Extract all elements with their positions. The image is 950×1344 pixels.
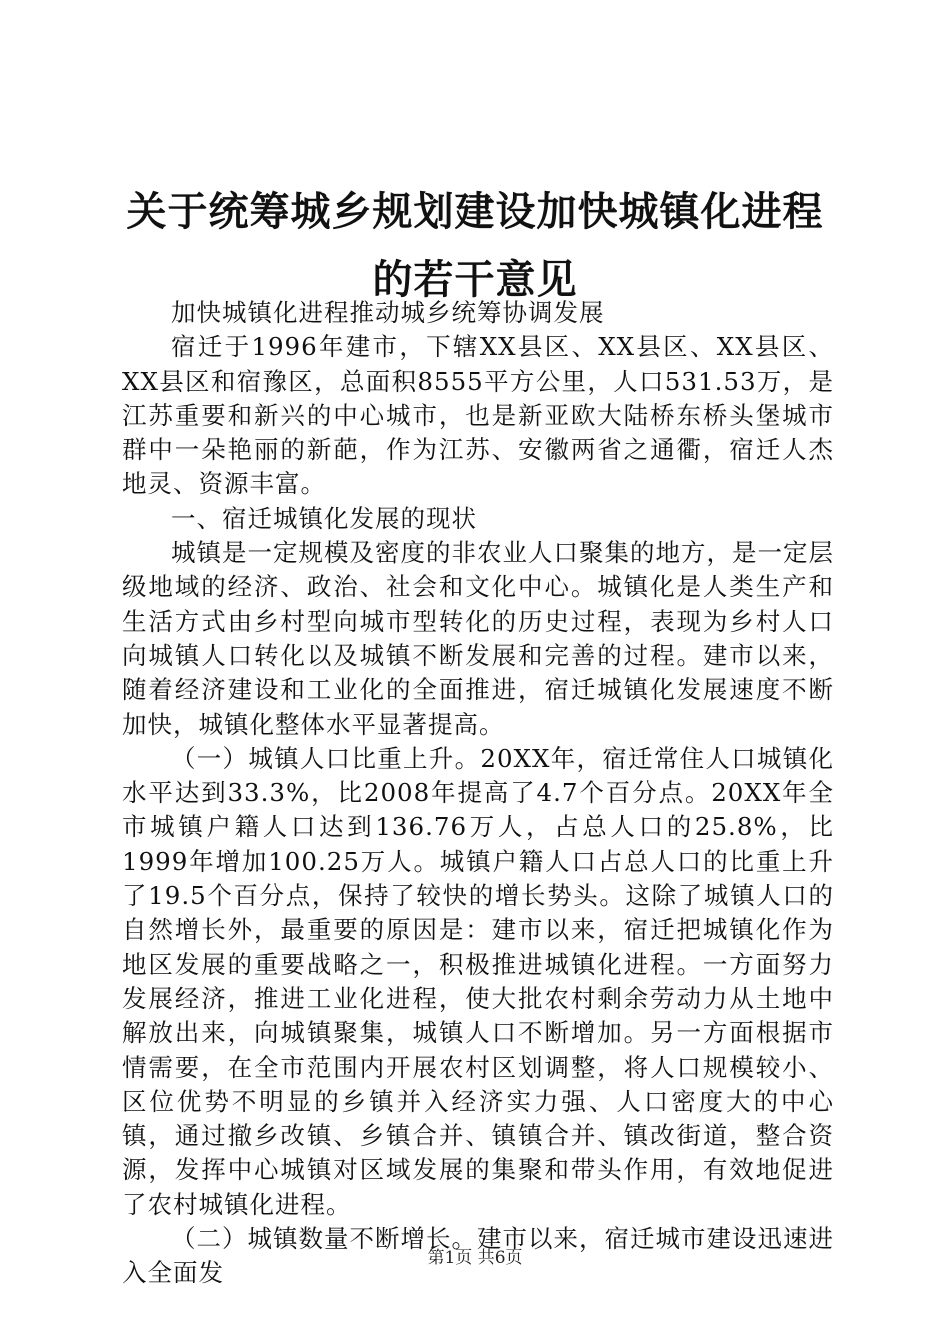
document-body xyxy=(122,296,834,1291)
paragraph-town-count: （二）城镇数量不断增长。建市以来，宿迁城市建设迅速进入全面发 xyxy=(122,1224,834,1288)
paragraph-subtitle: 加快城镇化进程推动城乡统筹协调发展 xyxy=(171,298,605,327)
section-heading: 一、宿迁城镇化发展的现状 xyxy=(171,503,477,533)
page-title: 关于统筹城乡规划建设加快城镇化进程的若干意见 xyxy=(126,189,824,303)
page-footer: 第1页 共6页 xyxy=(427,1248,523,1268)
paragraph-definition: 城镇是一定规模及密度的非农业人口聚集的地方，是一定层级地域的经济、政治、社会和文化中心。城镇化是人类生产和生活方式由乡村型向城市型转化的历史过程，表现为乡村人口向城镇人口转化以及城镇不断发展和完善的过程。建市以来，随着经济建设和工业化的全面推进，宿迁城镇化发展速度不断加快，城镇化整体水平显著提高。 xyxy=(122,538,834,739)
paragraph-intro: 宿迁于1996年建市，下辖XX县区、XX县区、XX县区、XX县区和宿豫区，总面积8555平方公里，人口531.53万，是江苏重要和新兴的中心城市，也是新亚欧大陆桥东桥头堡城市群中一朵艳丽的新葩，作为江苏、安徽两省之通衢，宿迁人杰地灵、资源丰富。 xyxy=(122,332,834,499)
paragraph-population: （一）城镇人口比重上升。20XX年，宿迁常住人口城镇化水平达到33.3%，比2008年提高了4.7个百分点。20XX年全市城镇户籍人口达到136.76万人，占总人口的25.8%，比1999年增加100.25万人。城镇户籍人口占总人口的比重上升了19.5个百分点，保持了较快的增长势头。这除了城镇人口的自然增长外，最重要的原因是：建市以来，宿迁把城镇化作为地区发展的重要战略之一，积极推进城镇化进程。一方面努力发展经济，推进工业化进程，使大批农村剩余劳动力从土地中解放出来，向城镇聚集，城镇人口不断增加。另一方面根据市情需要，在全市范围内开展农村区划调整，将人口规模较小、区位优势不明显的乡镇并入经济实力强、人口密度大的中心镇，通过撤乡改镇、乡镇合并、镇镇合并、镇改街道，整合资源，发挥中心城镇对区域发展的集聚和带头作用，有效地促进了农村城镇化进程。 xyxy=(122,743,834,1219)
